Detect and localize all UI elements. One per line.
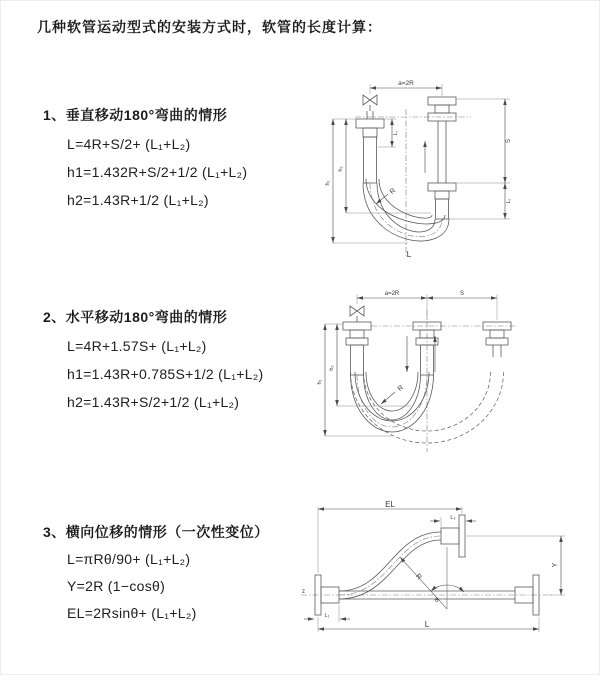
dimension-h1 — [325, 119, 408, 243]
dim-label-l2: L₂ — [450, 515, 456, 521]
hose-u-bend — [351, 372, 434, 432]
dim-label-a2r: a=2R — [398, 80, 414, 87]
dim-label-h2: h₂ — [329, 365, 335, 371]
right-pipe — [428, 97, 456, 219]
dim-label-s: S — [459, 291, 465, 297]
dimension-y — [466, 536, 565, 595]
dimension-a2r — [370, 80, 442, 96]
label-l: L — [406, 249, 412, 259]
valve-icon — [350, 306, 364, 322]
radius-callout — [381, 384, 405, 404]
dim-label-h1: h₁ — [317, 379, 323, 385]
label-r: R — [414, 572, 423, 582]
right-pipe-moved — [483, 322, 511, 357]
formula-line: L=πRθ/90+ (L₁+L₂) — [67, 551, 191, 567]
dim-label-y: Y — [552, 562, 559, 568]
dim-label-s: S — [506, 138, 512, 144]
section-2-heading: 2、水平移动180°弯曲的情形 — [43, 309, 228, 325]
formula-line: h1=1.43R+0.785S+1/2 (L₁+L₂) — [67, 366, 264, 382]
section-3 — [43, 522, 333, 621]
dimension-l1 — [304, 605, 350, 622]
diagram-1 — [313, 71, 543, 261]
upper-flange — [441, 515, 465, 557]
valve-icon — [363, 95, 377, 111]
dim-label-a2r: a=2R — [384, 291, 400, 297]
label-r: R — [388, 187, 398, 196]
section-3-heading: 3、横向位移的情形（一次性变位） — [43, 524, 269, 540]
dimension-a2r — [357, 291, 497, 320]
dim-label-h1: h₁ — [325, 180, 331, 186]
dim-label-h2: h₂ — [338, 166, 344, 172]
diagram-2 — [311, 284, 546, 464]
dimension-l1 — [378, 119, 399, 147]
section-1-heading: 1、垂直移动180°弯曲的情形 — [43, 107, 228, 123]
formula-line: L=4R+1.57S+ (L₁+L₂) — [67, 338, 207, 354]
formula-line: L=4R+S/2+ (L₁+L₂) — [67, 136, 191, 152]
left-pipe — [343, 322, 371, 375]
dim-label-l1: L₁ — [324, 613, 330, 619]
formula-line: EL=2Rsinθ+ (L₁+L₂) — [67, 605, 197, 621]
dim-label-l: L — [424, 620, 430, 629]
section-1 — [43, 105, 333, 208]
theta-construction — [400, 547, 464, 609]
dimension-s — [427, 291, 497, 298]
label-theta: θ — [435, 597, 439, 604]
radius-callout — [376, 187, 397, 204]
dim-label-l1: L₁ — [393, 130, 399, 136]
formula-line: h2=1.43R+S/2+1/2 (L₁+L₂) — [67, 394, 240, 410]
label-r: R — [396, 384, 406, 393]
s-curve-hose — [339, 532, 441, 599]
dimension-l2 — [449, 183, 512, 219]
section-2 — [43, 307, 333, 410]
centerline-mark: z — [302, 589, 305, 595]
formula-line: h2=1.43R+1/2 (L₁+L₂) — [67, 192, 209, 208]
dim-label-l2: L₂ — [506, 198, 512, 204]
dimension-l2 — [430, 515, 476, 529]
dimension-h2 — [338, 119, 431, 213]
dimension-l — [318, 617, 539, 632]
page-title: 几种软管运动型式的安装方式时，软管的长度计算： — [37, 19, 382, 35]
dimension-s — [456, 99, 512, 183]
formula-line: Y=2R (1−cosθ) — [67, 578, 166, 594]
formula-line: h1=1.432R+S/2+1/2 (L₁+L₂) — [67, 164, 248, 180]
diagram-3 — [299, 499, 579, 649]
dim-label-el: EL — [385, 500, 395, 509]
